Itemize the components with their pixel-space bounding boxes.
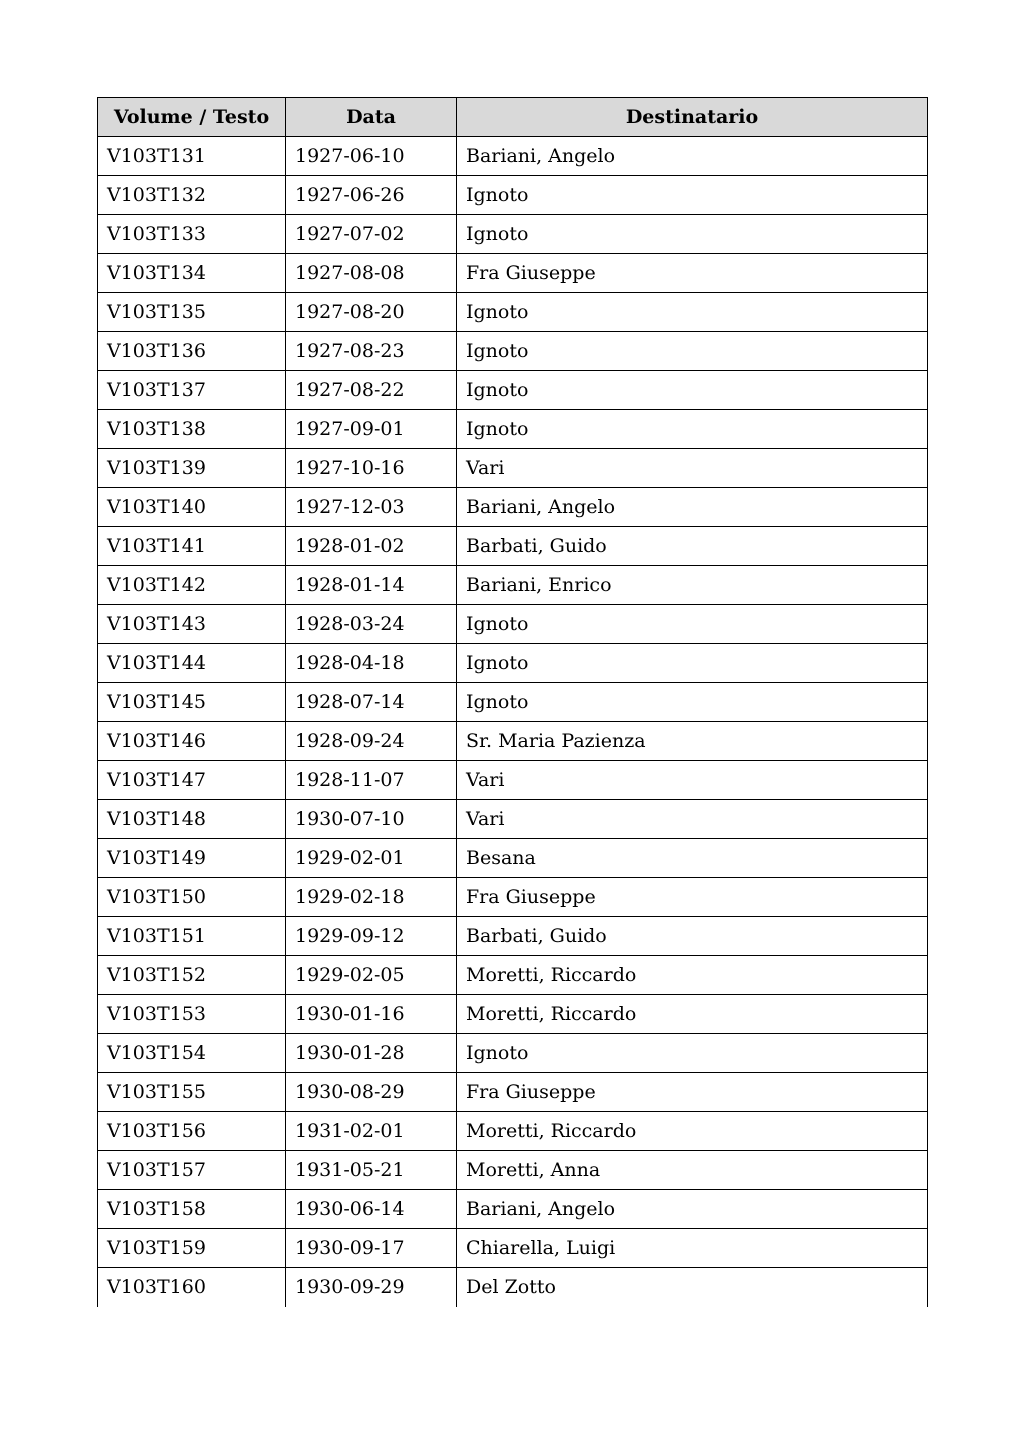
cell-destinatario: Moretti, Riccardo [457,956,928,995]
table-row [98,761,928,800]
cell-volume-testo: V103T158 [98,1190,286,1229]
cell-destinatario: Barbati, Guido [457,917,928,956]
cell-data: 1931-05-21 [286,1151,457,1190]
cell-volume-testo: V103T138 [98,410,286,449]
cell-volume-testo: V103T154 [98,1034,286,1073]
header-data: Data [286,98,457,137]
cell-volume-testo: V103T160 [98,1268,286,1307]
cell-volume-testo: V103T132 [98,176,286,215]
table-row [98,371,928,410]
cell-destinatario: Ignoto [457,605,928,644]
cell-data: 1927-06-10 [286,137,457,176]
cell-destinatario: Vari [457,761,928,800]
cell-data: 1930-09-29 [286,1268,457,1307]
cell-data: 1927-08-20 [286,293,457,332]
cell-volume-testo: V103T144 [98,644,286,683]
cell-data: 1928-03-24 [286,605,457,644]
cell-volume-testo: V103T143 [98,605,286,644]
cell-volume-testo: V103T159 [98,1229,286,1268]
table-row [98,956,928,995]
cell-volume-testo: V103T148 [98,800,286,839]
cell-data: 1927-10-16 [286,449,457,488]
cell-data: 1928-09-24 [286,722,457,761]
cell-volume-testo: V103T142 [98,566,286,605]
table-row [98,644,928,683]
table-row [98,1112,928,1151]
table-row [98,1190,928,1229]
cell-destinatario: Bariani, Angelo [457,488,928,527]
table-row [98,1229,928,1268]
cell-data: 1927-08-22 [286,371,457,410]
cell-volume-testo: V103T151 [98,917,286,956]
cell-data: 1927-07-02 [286,215,457,254]
cell-data: 1927-09-01 [286,410,457,449]
cell-destinatario: Bariani, Enrico [457,566,928,605]
table-row [98,995,928,1034]
table-row [98,1268,928,1307]
cell-destinatario: Vari [457,800,928,839]
cell-volume-testo: V103T153 [98,995,286,1034]
cell-volume-testo: V103T145 [98,683,286,722]
cell-data: 1930-01-28 [286,1034,457,1073]
table-row [98,878,928,917]
cell-data: 1927-12-03 [286,488,457,527]
table-row [98,605,928,644]
table-row [98,449,928,488]
cell-volume-testo: V103T156 [98,1112,286,1151]
cell-data: 1928-07-14 [286,683,457,722]
cell-data: 1928-01-02 [286,527,457,566]
cell-volume-testo: V103T133 [98,215,286,254]
cell-data: 1927-08-08 [286,254,457,293]
cell-volume-testo: V103T149 [98,839,286,878]
cell-volume-testo: V103T141 [98,527,286,566]
cell-destinatario: Moretti, Anna [457,1151,928,1190]
cell-data: 1929-09-12 [286,917,457,956]
cell-volume-testo: V103T155 [98,1073,286,1112]
table-row [98,1073,928,1112]
table-row [98,566,928,605]
cell-destinatario: Besana [457,839,928,878]
cell-volume-testo: V103T147 [98,761,286,800]
cell-data: 1929-02-18 [286,878,457,917]
cell-destinatario: Ignoto [457,683,928,722]
table-row [98,800,928,839]
table-header-row [98,98,928,137]
cell-destinatario: Vari [457,449,928,488]
cell-data: 1928-11-07 [286,761,457,800]
cell-data: 1927-06-26 [286,176,457,215]
cell-destinatario: Ignoto [457,293,928,332]
header-destinatario: Destinatario [457,98,928,137]
cell-data: 1928-01-14 [286,566,457,605]
cell-data: 1929-02-01 [286,839,457,878]
cell-destinatario: Ignoto [457,1034,928,1073]
cell-volume-testo: V103T140 [98,488,286,527]
cell-destinatario: Ignoto [457,410,928,449]
table-row [98,839,928,878]
table-row [98,215,928,254]
cell-volume-testo: V103T139 [98,449,286,488]
cell-data: 1928-04-18 [286,644,457,683]
cell-destinatario: Moretti, Riccardo [457,995,928,1034]
cell-destinatario: Bariani, Angelo [457,1190,928,1229]
cell-volume-testo: V103T131 [98,137,286,176]
cell-destinatario: Ignoto [457,371,928,410]
table-row [98,176,928,215]
table-row [98,527,928,566]
cell-destinatario: Bariani, Angelo [457,137,928,176]
cell-volume-testo: V103T152 [98,956,286,995]
cell-data: 1930-01-16 [286,995,457,1034]
cell-data: 1930-07-10 [286,800,457,839]
cell-volume-testo: V103T150 [98,878,286,917]
cell-destinatario: Chiarella, Luigi [457,1229,928,1268]
cell-volume-testo: V103T135 [98,293,286,332]
header-volume-testo: Volume / Testo [98,98,286,137]
table-row [98,1034,928,1073]
cell-destinatario: Sr. Maria Pazienza [457,722,928,761]
cell-volume-testo: V103T157 [98,1151,286,1190]
table-row [98,722,928,761]
table-row [98,332,928,371]
cell-destinatario: Ignoto [457,176,928,215]
cell-data: 1930-06-14 [286,1190,457,1229]
cell-destinatario: Ignoto [457,644,928,683]
cell-destinatario: Fra Giuseppe [457,878,928,917]
cell-volume-testo: V103T136 [98,332,286,371]
table-row [98,488,928,527]
cell-destinatario: Barbati, Guido [457,527,928,566]
letters-table [97,97,928,1307]
cell-destinatario: Fra Giuseppe [457,254,928,293]
cell-data: 1930-09-17 [286,1229,457,1268]
cell-data: 1927-08-23 [286,332,457,371]
table-row [98,410,928,449]
table-row [98,1151,928,1190]
cell-volume-testo: V103T146 [98,722,286,761]
cell-data: 1929-02-05 [286,956,457,995]
cell-destinatario: Ignoto [457,332,928,371]
table-row [98,137,928,176]
cell-data: 1931-02-01 [286,1112,457,1151]
table-row [98,917,928,956]
cell-destinatario: Ignoto [457,215,928,254]
cell-destinatario: Moretti, Riccardo [457,1112,928,1151]
table-body [98,137,928,1307]
cell-volume-testo: V103T134 [98,254,286,293]
cell-destinatario: Del Zotto [457,1268,928,1307]
table-row [98,254,928,293]
table-row [98,683,928,722]
cell-destinatario: Fra Giuseppe [457,1073,928,1112]
cell-volume-testo: V103T137 [98,371,286,410]
table-row [98,293,928,332]
cell-data: 1930-08-29 [286,1073,457,1112]
